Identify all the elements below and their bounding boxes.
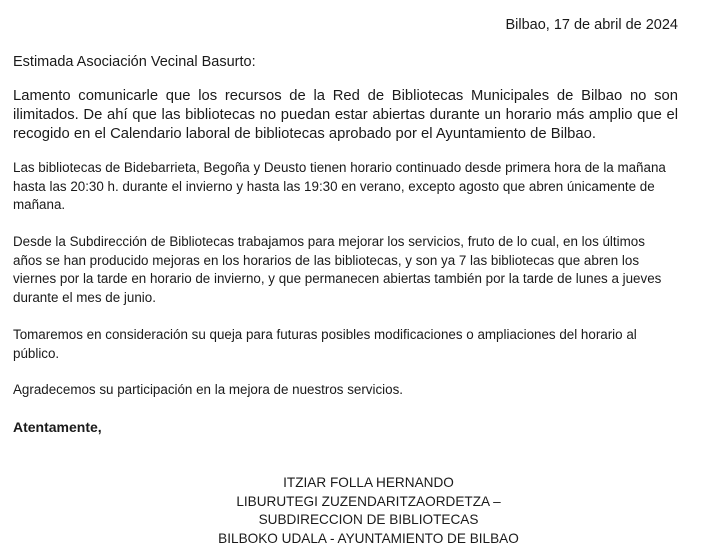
body-paragraph-thanks: Agradecemos su participación en la mejora de nuestros servicios.	[13, 382, 404, 397]
signature-block	[0, 474, 721, 548]
letter-closing: Atentamente,	[13, 419, 102, 435]
body-paragraph-consideration: Tomaremos en consideración su queja para futuras posibles modificaciones o ampliaciones del horario al público.	[13, 327, 637, 361]
body-paragraph-schedule: Las bibliotecas de Bidebarrieta, Begoña y Deusto tienen horario continuado desde primera hora de la mañana hasta las 20:30 h. durante el invierno y hasta las 19:30 en verano, excepto agosto que abren únicamente de mañana.	[13, 160, 666, 212]
intro-paragraph: Lamento comunicarle que los recursos de la Red de Bibliotecas Municipales de Bilbao no son ilimitados. De ahí que las bibliotecas no puedan estar abiertas durante un horario más amplio que el recogido en el Calendario laboral de bibliotecas aprobado por el Ayuntamiento de Bilbao.	[13, 88, 678, 142]
signature-title-basque: LIBURUTEGI ZUZENDARITZAORDETZA –	[236, 493, 501, 509]
signature-organization: BILBOKO UDALA - AYUNTAMIENTO DE BILBAO	[218, 530, 519, 546]
body-paragraph-improvements: Desde la Subdirección de Bibliotecas trabajamos para mejorar los servicios, fruto de lo cual, en los últimos años se han producido mejoras en los horarios de las bibliotecas, y son ya 7 las bibliotecas que abren los viernes por la tarde en horario de invierno, y que permanecen abiertas también por la tarde de lunes a jueves durante el mes de junio.	[13, 234, 662, 305]
letter-date: Bilbao, 17 de abril de 2024	[505, 17, 678, 33]
signature-name: ITZIAR FOLLA HERNANDO	[283, 475, 454, 490]
letter-greeting: Estimada Asociación Vecinal Basurto:	[13, 54, 256, 70]
signature-title-spanish: SUBDIRECCION DE BIBLIOTECAS	[258, 512, 479, 527]
